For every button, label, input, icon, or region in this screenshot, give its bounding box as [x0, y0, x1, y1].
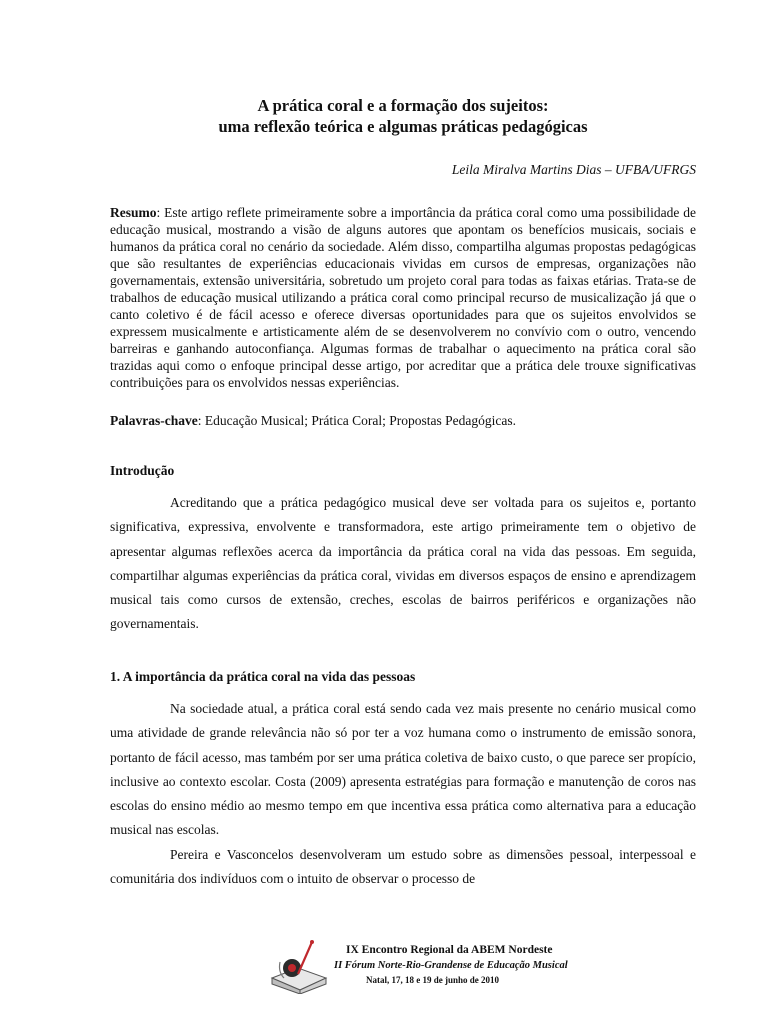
footer-line-1: IX Encontro Regional da ABEM Nordeste — [346, 944, 553, 956]
keywords-label: Palavras-chave — [110, 413, 198, 428]
section1-paragraph-2: Pereira e Vasconcelos desenvolveram um estudo sobre as dimensões pessoal, interpessoal e comunitária dos indivíduos com o intuito de observar o processo de — [110, 846, 696, 887]
intro-body — [110, 491, 696, 637]
abem-logo-icon — [268, 938, 332, 994]
author-line: Leila Miralva Martins Dias – UFBA/UFRGS — [451, 162, 696, 177]
conference-footer — [268, 938, 568, 994]
section1-heading: 1. A importância da prática coral na vida das pessoas — [110, 669, 416, 684]
footer-line-3: Natal, 17, 18 e 19 de junho de 2010 — [366, 975, 500, 985]
title-line-2: uma reflexão teórica e algumas práticas pedagógicas — [218, 117, 588, 136]
paper-title — [110, 95, 696, 137]
abstract — [110, 204, 696, 391]
intro-heading: Introdução — [110, 463, 175, 478]
keywords-text: : Educação Musical; Prática Coral; Propostas Pedagógicas. — [197, 413, 517, 428]
abstract-label: Resumo — [110, 205, 157, 220]
title-line-1: A prática coral e a formação dos sujeitos: — [257, 96, 549, 115]
footer-line-2: II Fórum Norte-Rio-Grandense de Educação Musical — [334, 960, 568, 971]
keywords — [110, 412, 696, 429]
section1-body — [110, 697, 696, 891]
section1-paragraph-1: Na sociedade atual, a prática coral está sendo cada vez mais presente no cenário musical como uma atividade de grande relevância não só por ter a voz humana como o instrumento de emissão sonora, portanto de fácil acesso, mas também por ser uma prática coletiva de baixo custo, o que parece ser propício, inclusive ao contexto escolar. Costa (2009) apresenta estratégias para formação e manutenção de coros nas escolas do ensino médio ao mesmo tempo em que incentiva essa prática como alternativa para a educação musical nas escolas. — [110, 701, 696, 838]
intro-paragraph: Acreditando que a prática pedagógico musical deve ser voltada para os sujeitos e, portanto significativa, expressiva, envolvente e transformadora, este artigo primeiramente tem o objetivo de apresentar algumas reflexões acerca da importância da prática coral na vida das pessoas. Em seguida, compartilhar algumas experiências da prática coral, vividas em diversos espaços de ensino e aprendizagem musical tais como cursos de extensão, creches, escolas de bairros periféricos e organizações não governamentais. — [110, 495, 696, 632]
abstract-text: : Este artigo reflete primeiramente sobre a importância da prática coral como uma possibilidade de educação musical, mostrando a visão de alguns autores que apontam os benefícios musicais, sociais e humanos da prática coral no cenário da sociedade. Além disso, compartilha algumas propostas pedagógicas que são resultantes de experiências educacionais vividas em cursos de empresas, organizações não governamentais, extensão universitária, sobretudo um projeto coral para todas as faixas etárias. Trata-se de trabalhos de educação musical utilizando a prática coral como principal recurso de musicalização já que o canto coletivo é de fácil acesso e oferece diversas oportunidades para que os sujeitos envolvidos se expressem musicalmente e artisticamente além de se desenvolverem no convívio com o outro, vencendo barreiras e ganhando autoconfiança. Algumas formas de trabalhar o aquecimento na prática coral são trazidas aqui como o enfoque principal desse artigo, por acreditar que a prática dele trouxe significativas contribuições para os envolvidos nessas experiências. — [110, 205, 696, 390]
